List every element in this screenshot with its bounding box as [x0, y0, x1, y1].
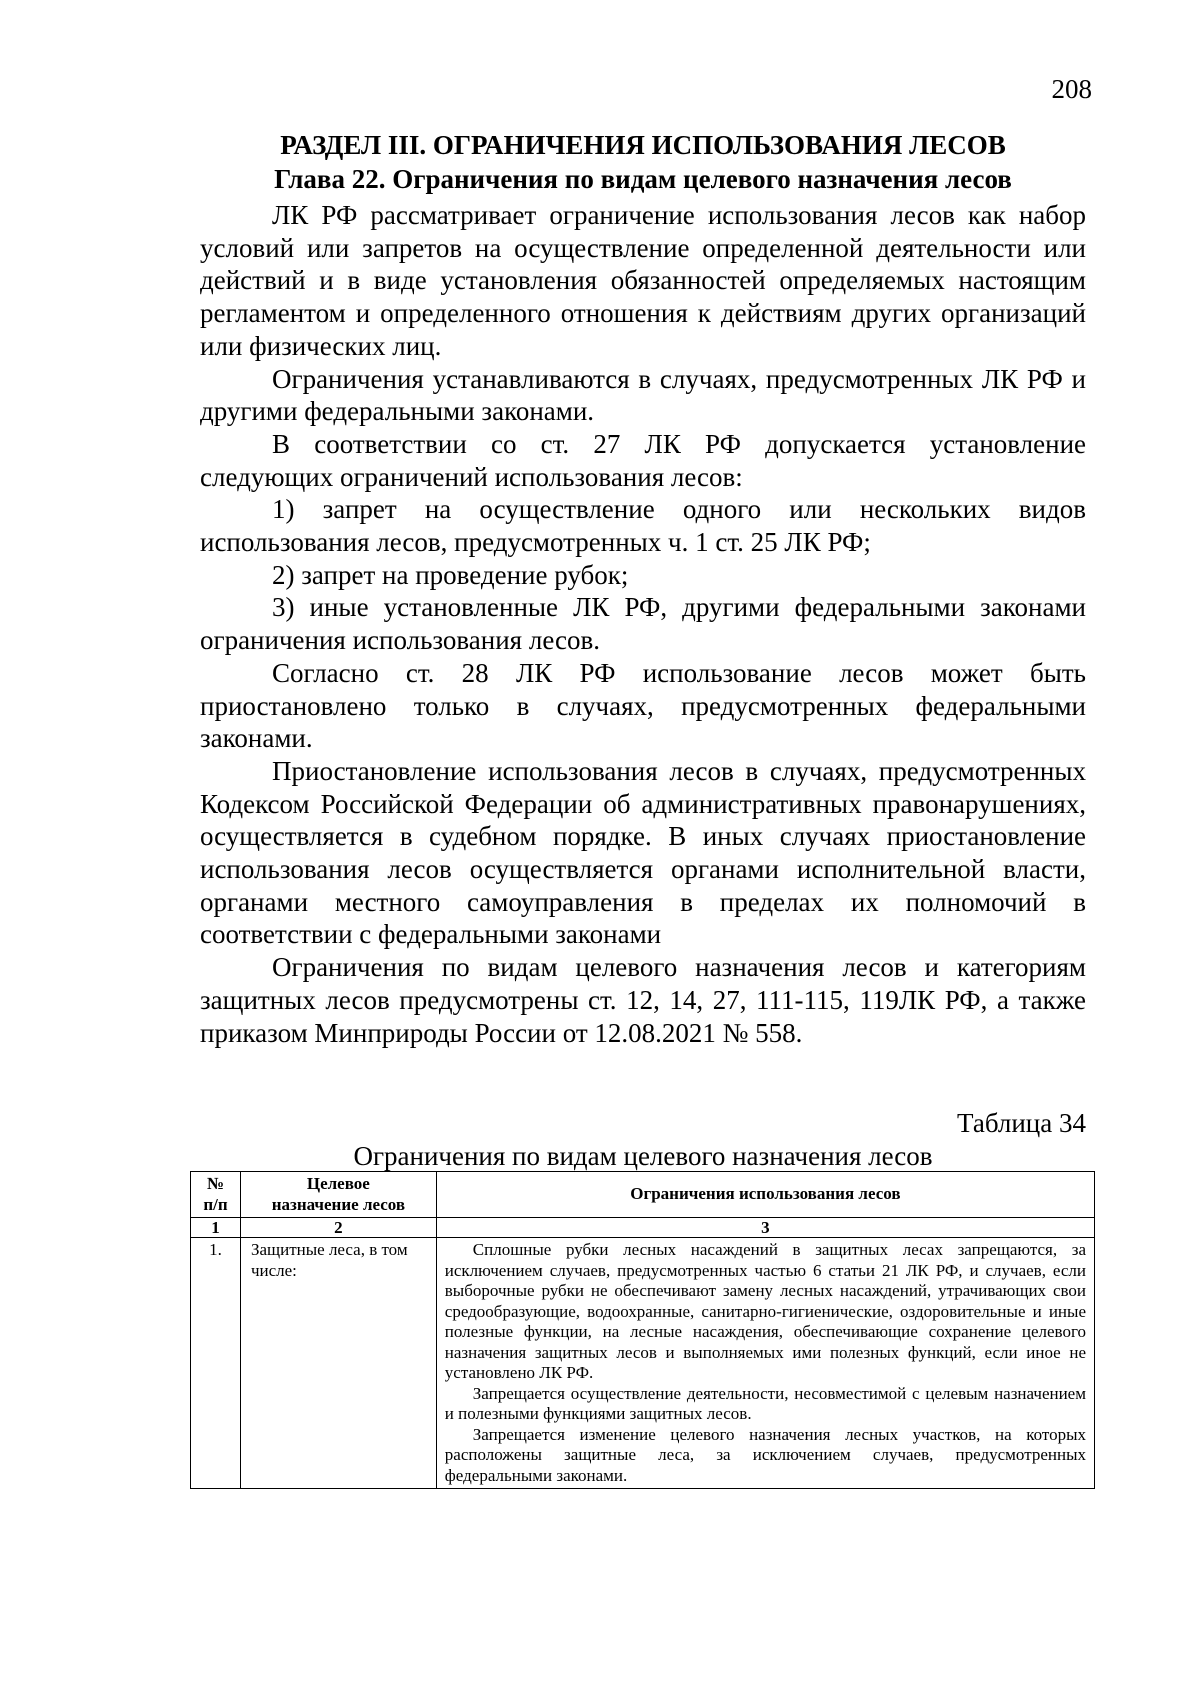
restrictions-table [190, 1171, 1095, 1489]
header-num-line2: п/п [203, 1194, 228, 1214]
row-restrictions [436, 1238, 1094, 1489]
chapter-title: Глава 22. Ограничения по видам целевого назначения лесов [274, 164, 1012, 194]
header-num-line1: № [206, 1174, 225, 1193]
column-number: 1 [191, 1218, 241, 1238]
table-caption: Ограничения по видам целевого назначения лесов [353, 1141, 933, 1171]
restriction-paragraph: Запрещается изменение целевого назначения лесных участков, на которых расположены защитные леса, за исключением случаев, предусмотренных федеральными законами. [444, 1424, 1086, 1485]
header-num [191, 1172, 241, 1218]
paragraph: Ограничения устанавливаются в случаях, предусмотренных ЛК РФ и другими федеральными законами. [200, 363, 1086, 427]
paragraph: В соответствии со ст. 27 ЛК РФ допускается установление следующих ограничений использования лесов: [200, 428, 1086, 492]
header-purpose-line1: Целевое [306, 1174, 370, 1193]
paragraph: Ограничения по видам целевого назначения лесов и категориям защитных лесов предусмотрены ст. 12, 14, 27, 111-115, 119ЛК РФ, а также приказом Минприроды России от 12.08.2021 № 558. [200, 952, 1086, 1048]
restriction-paragraph: Запрещается осуществление деятельности, несовместимой с целевым назначением и полезными функциями защитных лесов. [444, 1383, 1086, 1423]
column-number: 3 [436, 1218, 1094, 1238]
table-label: Таблица 34 [957, 1108, 1086, 1138]
row-number: 1. [191, 1238, 241, 1489]
row-purpose: Защитные леса, в том числе: [240, 1238, 436, 1489]
page-number: 208 [1051, 74, 1092, 104]
list-item: 3) иные установленные ЛК РФ, другими федеральными законами ограничения использования лесов. [200, 592, 1086, 656]
column-number-row [191, 1218, 1095, 1238]
paragraph: ЛК РФ рассматривает ограничение использования лесов как набор условий или запретов на осуществление определенной деятельности или действий и в виде установления обязанностей определяемых настоящим регламентом и определенного отношения к действиям других организаций или физических лиц. [200, 200, 1086, 361]
body-text [200, 199, 1086, 1049]
list-item: 2) запрет на проведение рубок; [272, 559, 629, 590]
section-title: РАЗДЕЛ III. ОГРАНИЧЕНИЯ ИСПОЛЬЗОВАНИЯ ЛЕСОВ [280, 130, 1006, 160]
column-number: 2 [240, 1218, 436, 1238]
header-purpose [240, 1172, 436, 1218]
restriction-paragraph: Сплошные рубки лесных насаждений в защитных лесах запрещаются, за исключением случаев, предусмотренных частью 6 статьи 21 ЛК РФ, и случаев, если выборочные рубки не обеспечивают замену лесных насаждений, утрачивающих свои средообразующие, водоохранные, санитарно-гигиенические, оздоровительные и иные полезные функции, на лесные насаждения, обеспечивающие сохранение целевого назначения защитных лесов и выполняемых ими полезных функций, если иное не установлено ЛК РФ. [444, 1240, 1086, 1382]
header-restrictions: Ограничения использования лесов [436, 1172, 1094, 1218]
paragraph: Согласно ст. 28 ЛК РФ использование лесов может быть приостановлено только в случаях, предусмотренных федеральными законами. [200, 657, 1086, 754]
header-purpose-line2: назначение лесов [271, 1194, 406, 1214]
table-header-row [191, 1172, 1095, 1218]
table-row [191, 1238, 1095, 1489]
list-item: 1) запрет на осуществление одного или нескольких видов использования лесов, предусмотренных ч. 1 ст. 25 ЛК РФ; [200, 494, 1086, 558]
paragraph: Приостановление использования лесов в случаях, предусмотренных Кодексом Российской Федерации об административных правонарушениях, осуществляется в судебном порядке. В иных случаях приостановление использования лесов осуществляется органами исполнительной власти, органами местного самоуправления в пределах их полномочий в соответствии с федеральными законами [200, 755, 1086, 950]
